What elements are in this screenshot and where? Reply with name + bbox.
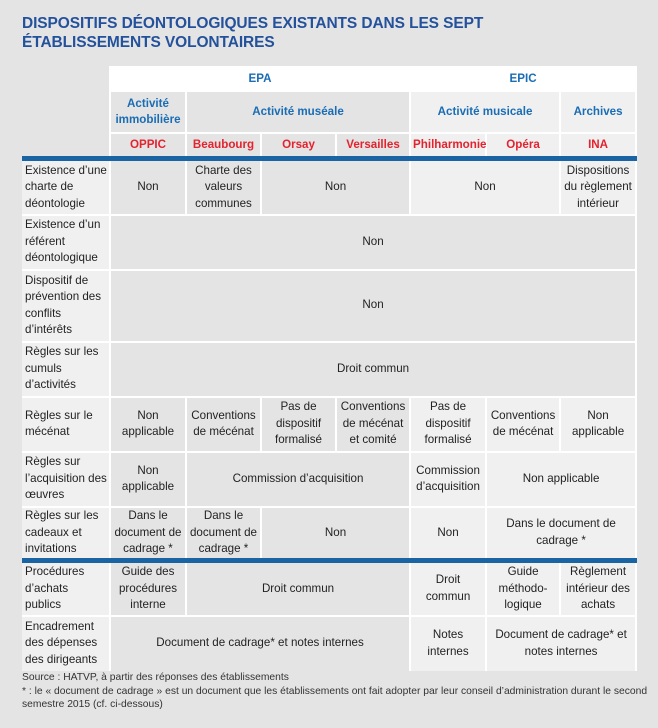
cell: Non bbox=[110, 159, 186, 215]
row-label: Procédures d’achats publics bbox=[22, 561, 110, 616]
cell: Non bbox=[410, 159, 560, 215]
cell: Non bbox=[110, 270, 636, 342]
cell: Notes internes bbox=[410, 616, 486, 671]
cell: Dans le document de cadrage * bbox=[486, 507, 636, 561]
establishment-oppic: OPPIC bbox=[110, 133, 186, 159]
table-row bbox=[22, 507, 636, 561]
cell: Charte des valeurs communes bbox=[186, 159, 261, 215]
establishment-philharmonie: Philharmonie bbox=[410, 133, 486, 159]
establishment-orsay: Orsay bbox=[261, 133, 336, 159]
row-label: Encadrement des dépenses des dirigeants bbox=[22, 616, 110, 671]
activity-museale: Activité muséale bbox=[186, 91, 410, 133]
activity-archives: Archives bbox=[560, 91, 636, 133]
row-label: Règles sur les cadeaux et invitations bbox=[22, 507, 110, 561]
cell: Pas de dispositif formalisé bbox=[261, 397, 336, 452]
row-label: Existence d’un référent déontologique bbox=[22, 215, 110, 270]
cell: Non applicable bbox=[110, 452, 186, 507]
cell: Dispositions du règlement intérieur bbox=[560, 159, 636, 215]
cell: Non bbox=[261, 159, 410, 215]
cell: Guide des procédures interne bbox=[110, 561, 186, 616]
cell: Non applicable bbox=[486, 452, 636, 507]
header-corner bbox=[22, 91, 110, 133]
establishment-ina: INA bbox=[560, 133, 636, 159]
cell: Dans le document de cadrage * bbox=[186, 507, 261, 561]
establishment-versailles: Versailles bbox=[336, 133, 410, 159]
deontology-table bbox=[22, 66, 637, 671]
establishment-opera: Opéra bbox=[486, 133, 560, 159]
page-title: DISPOSITIFS DÉONTOLOGIQUES EXISTANTS DANS LES SEPT ÉTABLISSEMENTS VOLONTAIRES bbox=[22, 15, 484, 51]
table-row bbox=[22, 215, 636, 270]
header-row-activities bbox=[22, 91, 636, 133]
header-row-establishments bbox=[22, 133, 636, 159]
group-epic: EPIC bbox=[410, 67, 636, 91]
group-epa: EPA bbox=[110, 67, 410, 91]
activity-immobiliere: Activité immobilière bbox=[110, 91, 186, 133]
activity-musicale: Activité musicale bbox=[410, 91, 560, 133]
cell: Non applicable bbox=[560, 397, 636, 452]
cell: Document de cadrage* et notes internes bbox=[486, 616, 636, 671]
row-label: Existence d’une charte de déontologie bbox=[22, 159, 110, 215]
header-corner bbox=[22, 67, 110, 91]
cell: Non bbox=[261, 507, 410, 561]
table-row bbox=[22, 616, 636, 671]
cell: Document de cadrage* et notes internes bbox=[110, 616, 410, 671]
cell: Conventions de mécénat et comité bbox=[336, 397, 410, 452]
table-row bbox=[22, 342, 636, 397]
cell: Non bbox=[110, 215, 636, 270]
cell: Non applicable bbox=[110, 397, 186, 452]
table-row bbox=[22, 270, 636, 342]
cell: Conventions de mécénat bbox=[186, 397, 261, 452]
row-label: Règles sur l’acquisition des œuvres bbox=[22, 452, 110, 507]
cell: Règlement intérieur des achats bbox=[560, 561, 636, 616]
establishment-beaubourg: Beaubourg bbox=[186, 133, 261, 159]
cell: Conventions de mécénat bbox=[486, 397, 560, 452]
table-row bbox=[22, 561, 636, 616]
table-row bbox=[22, 159, 636, 215]
cell: Droit commun bbox=[410, 561, 486, 616]
cell: Dans le document de cadrage * bbox=[110, 507, 186, 561]
row-label: Règles sur les cumuls d’activités bbox=[22, 342, 110, 397]
cell: Droit commun bbox=[110, 342, 636, 397]
cell: Guide méthodo-logique bbox=[486, 561, 560, 616]
header-row-groups bbox=[22, 67, 636, 91]
source-line: Source : HATVP, à partir des réponses des établissements bbox=[22, 672, 289, 683]
header-corner bbox=[22, 133, 110, 159]
cell: Droit commun bbox=[186, 561, 410, 616]
table-row bbox=[22, 452, 636, 507]
cell: Commission d’acquisition bbox=[410, 452, 486, 507]
footnote: * : le « document de cadrage » est un document que les établissements ont fait adopter par leur conseil d’administration durant le second semestre 2015 (cf. ci-dessous) bbox=[22, 685, 648, 710]
row-label: Règles sur le mécénat bbox=[22, 397, 110, 452]
cell: Non bbox=[410, 507, 486, 561]
cell: Pas de dispositif formalisé bbox=[410, 397, 486, 452]
row-label: Dispositif de prévention des conflits d’intérêts bbox=[22, 270, 110, 342]
source-note bbox=[22, 671, 652, 712]
cell: Commission d’acquisition bbox=[186, 452, 410, 507]
table-row bbox=[22, 397, 636, 452]
